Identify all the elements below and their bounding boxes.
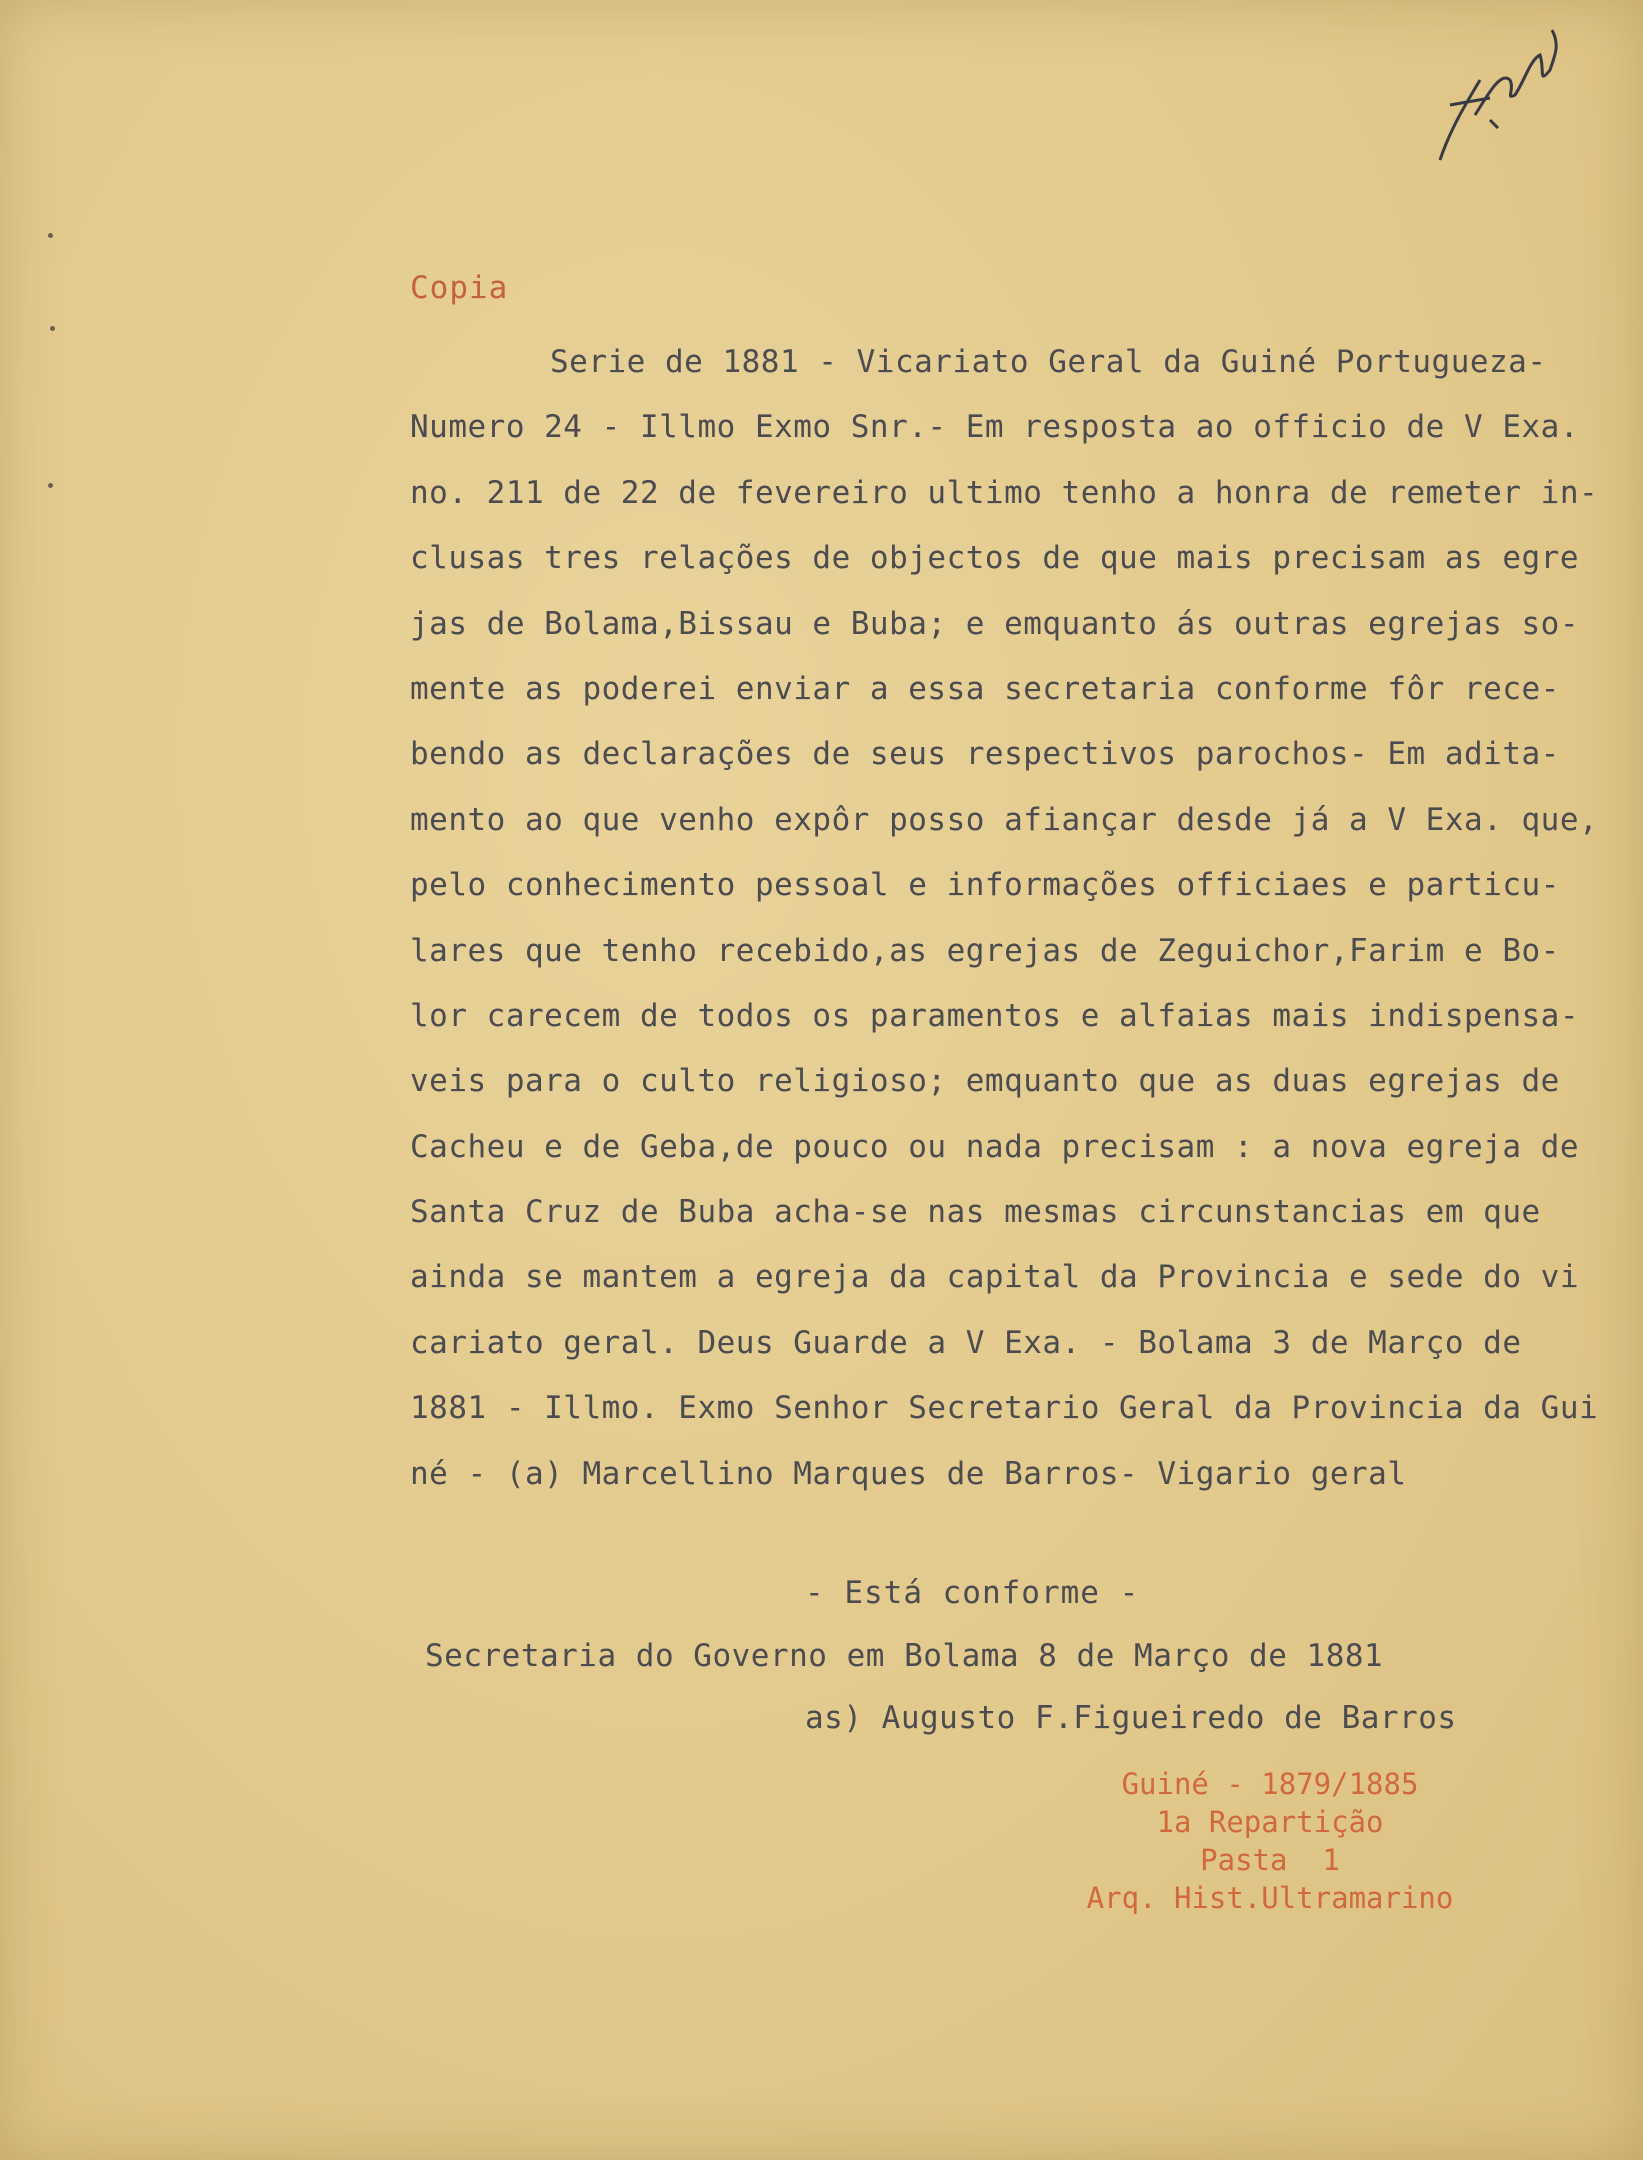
body-line: cariato geral. Deus Guarde a V Exa. - Bolama 3 de Março de: [410, 1324, 1522, 1361]
body-line: pelo conhecimento pessoal e informações officiaes e particu-: [410, 867, 1560, 904]
body-line: né - (a) Marcellino Marques de Barros- Vigario geral: [410, 1455, 1407, 1492]
letter-body: [410, 330, 1640, 1507]
stamp-line: 1a Repartição: [1156, 1805, 1384, 1839]
body-line: Santa Cruz de Buba acha-se nas mesmas circunstancias em que: [410, 1194, 1541, 1231]
body-line: no. 211 de 22 de fevereiro ultimo tenho a honra de remeter in-: [410, 474, 1599, 511]
secretaria-line: Secretaria do Governo em Bolama 8 de Março de 1881: [425, 1638, 1384, 1674]
body-line: veis para o culto religioso; emquanto que as duas egrejas de: [410, 1063, 1560, 1100]
body-line: jas de Bolama,Bissau e Buba; e emquanto ás outras egrejas so-: [410, 605, 1579, 642]
conforme-note: - Está conforme -: [805, 1575, 1140, 1611]
body-line: lares que tenho recebido,as egrejas de Zeguichor,Farim e Bo-: [410, 932, 1560, 969]
body-line: Serie de 1881 - Vicariato Geral da Guiné Portugueza-: [550, 344, 1547, 380]
margin-dot: [50, 326, 55, 331]
margin-dot: [48, 483, 53, 488]
margin-dot: [48, 233, 53, 238]
body-line: lor carecem de todos os paramentos e alfaias mais indispensa-: [410, 997, 1579, 1034]
stamp-line: Pasta 1: [1200, 1843, 1340, 1877]
body-line: bendo as declarações de seus respectivos parochos- Em adita-: [410, 736, 1560, 773]
body-line: Cacheu e de Geba,de pouco ou nada precisam : a nova egreja de: [410, 1128, 1579, 1165]
body-line: 1881 - Illmo. Exmo Senhor Secretario Geral da Provincia da Gui: [410, 1390, 1599, 1427]
handwritten-signature: [1420, 10, 1570, 170]
body-line: mento ao que venho expôr posso afiançar desde já a V Exa. que,: [410, 801, 1599, 838]
body-line: mente as poderei enviar a essa secretaria conforme fôr rece-: [410, 670, 1560, 707]
archive-stamp: [1020, 1765, 1520, 1917]
stamp-line: Guiné - 1879/1885: [1121, 1767, 1419, 1801]
body-line: clusas tres relações de objectos de que mais precisam as egre: [410, 540, 1579, 577]
body-line: Numero 24 - Illmo Exmo Snr.- Em resposta ao officio de V Exa.: [410, 409, 1579, 446]
signed-by-line: as) Augusto F.Figueiredo de Barros: [805, 1700, 1457, 1736]
document-heading: Copia: [410, 270, 509, 306]
stamp-line: Arq. Hist.Ultramarino: [1086, 1881, 1454, 1915]
body-line: ainda se mantem a egreja da capital da Provincia e sede do vi: [410, 1259, 1579, 1296]
